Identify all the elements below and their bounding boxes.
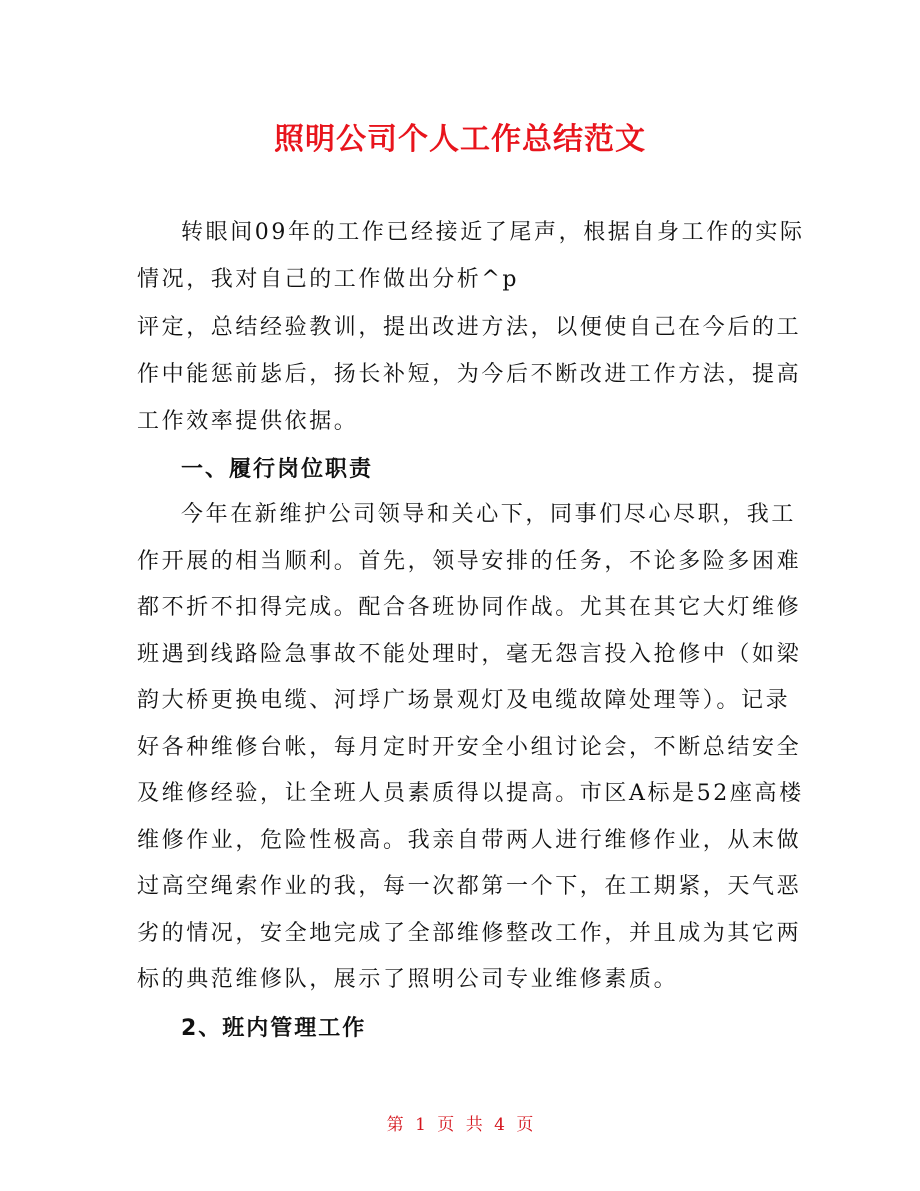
section-heading-2: 2、班内管理工作 xyxy=(181,1016,367,1041)
paragraph-line: 班遇到线路险急事故不能处理时，毫无怨言投入抢修中（如梁 xyxy=(137,642,802,667)
paragraph-line: 今年在新维护公司领导和关心下，同事们尽心尽职，我工 xyxy=(181,502,797,527)
paragraph-line: 过高空绳索作业的我，每一次都第一个下，在工期紧，天气恶 xyxy=(137,874,802,899)
paragraph-line: 劣的情况，安全地完成了全部维修整改工作，并且成为其它两 xyxy=(137,921,802,946)
paragraph-line: 标的典范维修队，展示了照明公司专业维修素质。 xyxy=(137,967,679,992)
paragraph-line: 转眼间09年的工作已经接近了尾声，根据自身工作的实际 xyxy=(181,220,805,245)
paragraph-line: 作开展的相当顺利。首先，领导安排的任务，不论多险多困难 xyxy=(137,549,802,574)
paragraph-line: 工作效率提供依据。 xyxy=(137,409,359,434)
paragraph-line: 维修作业，危险性极高。我亲自带两人进行维修作业，从末做 xyxy=(137,828,802,853)
paragraph-line: 评定，总结经验教训，提出改进方法，以便使自己在今后的工 xyxy=(137,315,802,340)
section-heading-1: 一、履行岗位职责 xyxy=(181,457,374,482)
paragraph-line: 韵大桥更换电缆、河垺广场景观灯及电缆故障处理等）。记录 xyxy=(137,688,791,713)
page-footer: 第 1 页 共 4 页 xyxy=(386,1115,534,1135)
paragraph-line: 情况，我对自己的工作做出分析^p xyxy=(137,267,520,292)
paragraph-line: 都不折不扣得完成。配合各班协同作战。尤其在其它大灯维修 xyxy=(137,595,802,620)
document-title: 照明公司个人工作总结范文 xyxy=(274,122,646,157)
paragraph-line: 及维修经验，让全班人员素质得以提高。市区A标是52座高楼 xyxy=(137,781,804,806)
paragraph-line: 作中能惩前毖后，扬长补短，为今后不断改进工作方法，提高 xyxy=(137,362,802,387)
paragraph-line: 好各种维修台帐，每月定时开安全小组讨论会，不断总结安全 xyxy=(137,735,802,760)
